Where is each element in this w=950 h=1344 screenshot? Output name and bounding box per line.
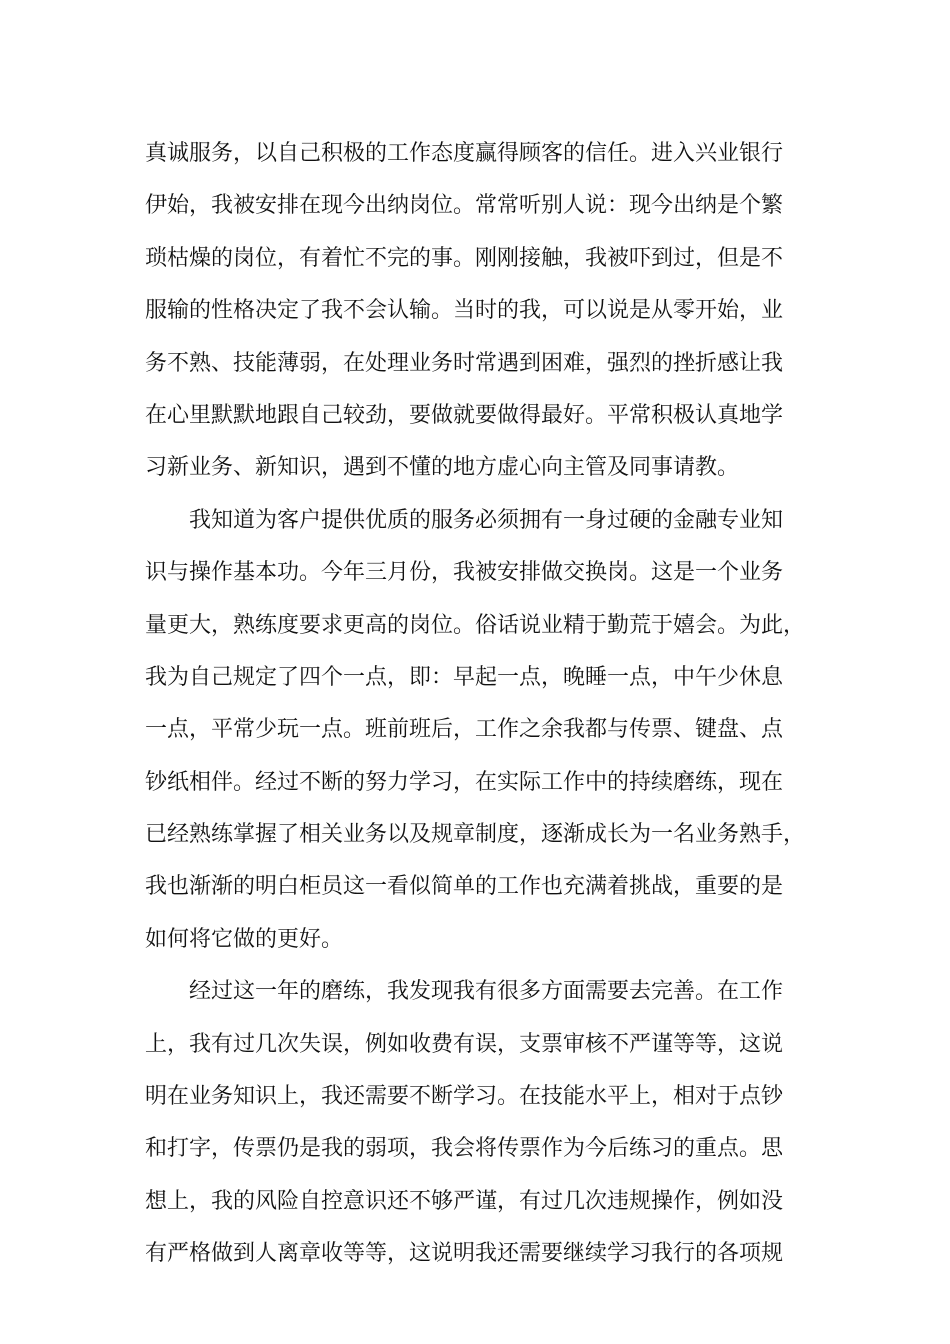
text-line: 我也渐渐的明白柜员这一看似简单的工作也充满着挑战，重要的是	[145, 874, 784, 900]
text-line: 伊始，我被安排在现今出纳岗位。常常听别人说：现今出纳是个繁	[145, 193, 784, 219]
text-line: 明在业务知识上，我还需要不断学习。在技能水平上，相对于点钞	[145, 1084, 784, 1110]
text-line: 务不熟、技能薄弱，在处理业务时常遇到困难，强烈的挫折感让我	[145, 350, 784, 376]
text-line: 已经熟练掌握了相关业务以及规章制度，逐渐成长为一名业务熟手，	[145, 822, 806, 848]
text-line: 在心里默默地跟自己较劲，要做就要做得最好。平常积极认真地学	[145, 402, 784, 428]
text-line: 如何将它做的更好。	[145, 926, 344, 952]
text-line: 琐枯燥的岗位，有着忙不完的事。刚刚接触，我被吓到过，但是不	[145, 245, 784, 271]
document-body	[145, 128, 825, 1281]
text-line: 钞纸相伴。经过不断的努力学习，在实际工作中的持续磨练，现在	[145, 769, 784, 795]
text-line: 上，我有过几次失误，例如收费有误，支票审核不严谨等等，这说	[145, 1031, 784, 1057]
text-line: 量更大，熟练度要求更高的岗位。俗话说业精于勤荒于嬉会。为此，	[145, 612, 806, 638]
paragraph-first-line: 我知道为客户提供优质的服务必须拥有一身过硬的金融专业知	[189, 507, 784, 533]
text-line: 我为自己规定了四个一点，即：早起一点，晚睡一点，中午少休息	[145, 664, 784, 690]
text-line: 习新业务、新知识，遇到不懂的地方虚心向主管及同事请教。	[145, 455, 740, 481]
text-line: 有严格做到人离章收等等，这说明我还需要继续学习我行的各项规	[145, 1241, 784, 1267]
text-line: 想上，我的风险自控意识还不够严谨，有过几次违规操作，例如没	[145, 1188, 784, 1214]
text-line: 真诚服务，以自己积极的工作态度赢得顾客的信任。进入兴业银行	[145, 141, 784, 166]
text-line: 识与操作基本功。今年三月份，我被安排做交换岗。这是一个业务	[145, 560, 784, 586]
text-line: 和打字，传票仍是我的弱项，我会将传票作为今后练习的重点。思	[145, 1136, 784, 1162]
paragraph-first-line: 经过这一年的磨练，我发现我有很多方面需要去完善。在工作	[189, 979, 784, 1005]
text-line: 服输的性格决定了我不会认输。当时的我，可以说是从零开始，业	[145, 298, 784, 324]
text-line: 一点，平常少玩一点。班前班后，工作之余我都与传票、键盘、点	[145, 717, 784, 743]
